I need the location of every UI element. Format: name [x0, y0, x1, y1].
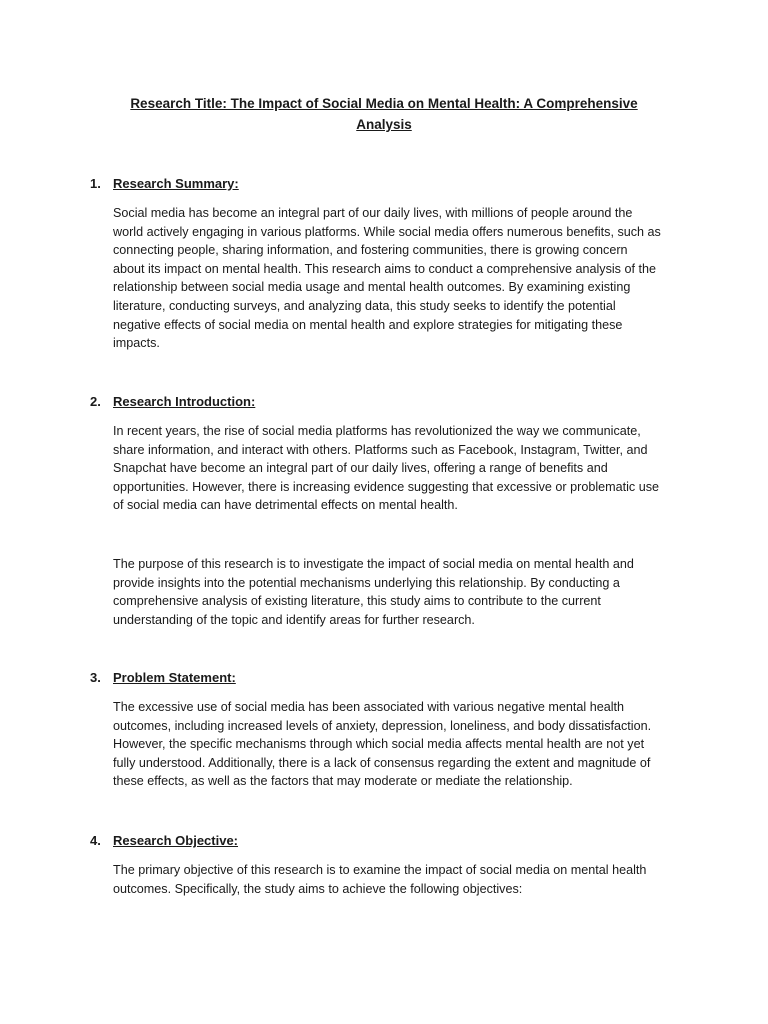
section-paragraph: The primary objective of this research is to examine the impact of social media on mental health outcomes. Specifically, the study aims to achieve the following objectives:: [113, 863, 647, 896]
section-number: 4.: [90, 833, 101, 848]
section-paragraph: Social media has become an integral part of our daily lives, with millions of people around the world actively engaging in various platforms. While social media offers numerous benefits, such as connecting people, sharing information, and fostering communities, there is growing concern about its impact on mental health. This research aims to conduct a comprehensive analysis of the relationship between social media usage and mental health outcomes. By examining existing literature, conducting surveys, and analyzing data, this study seeks to identify the potential negative effects of social media on mental health and explore strategies for mitigating these impacts.: [113, 206, 661, 351]
section-paragraph: The purpose of this research is to investigate the impact of social media on mental health and provide insights into the potential mechanisms underlying this relationship. By conducting a comprehensive analysis of existing literature, this study aims to contribute to the current understanding of the topic and identify areas for further research.: [113, 557, 634, 627]
section-number: 2.: [90, 394, 101, 409]
section-number: 1.: [90, 176, 101, 191]
section-paragraph: In recent years, the rise of social media platforms has revolutionized the way we communicate, share information, and interact with others. Platforms such as Facebook, Instagram, Twitter, and Snapchat have become an integral part of our daily lives, offering a range of benefits and opportunities. However, there is increasing evidence suggesting that excessive or problematic use of social media can have detrimental effects on mental health.: [113, 424, 660, 513]
section-number: 3.: [90, 670, 101, 685]
document-title: Research Title: The Impact of Social Media on Mental Health: A Comprehensive Analysis: [130, 96, 638, 132]
section-paragraph: The excessive use of social media has been associated with various negative mental health outcomes, including increased levels of anxiety, depression, loneliness, and body dissatisfaction. However, the specific mechanisms through which social media affects mental health are not yet fully understood. Additionally, there is a lack of consensus regarding the extent and magnitude of these effects, as well as the factors that may moderate or mediate the relationship.: [113, 700, 652, 789]
section-heading-problem-statement: Problem Statement:: [113, 670, 236, 685]
section-heading-research-introduction: Research Introduction:: [113, 394, 256, 409]
section-heading-research-summary: Research Summary:: [113, 176, 239, 191]
section-heading-research-objective: Research Objective:: [113, 833, 239, 848]
